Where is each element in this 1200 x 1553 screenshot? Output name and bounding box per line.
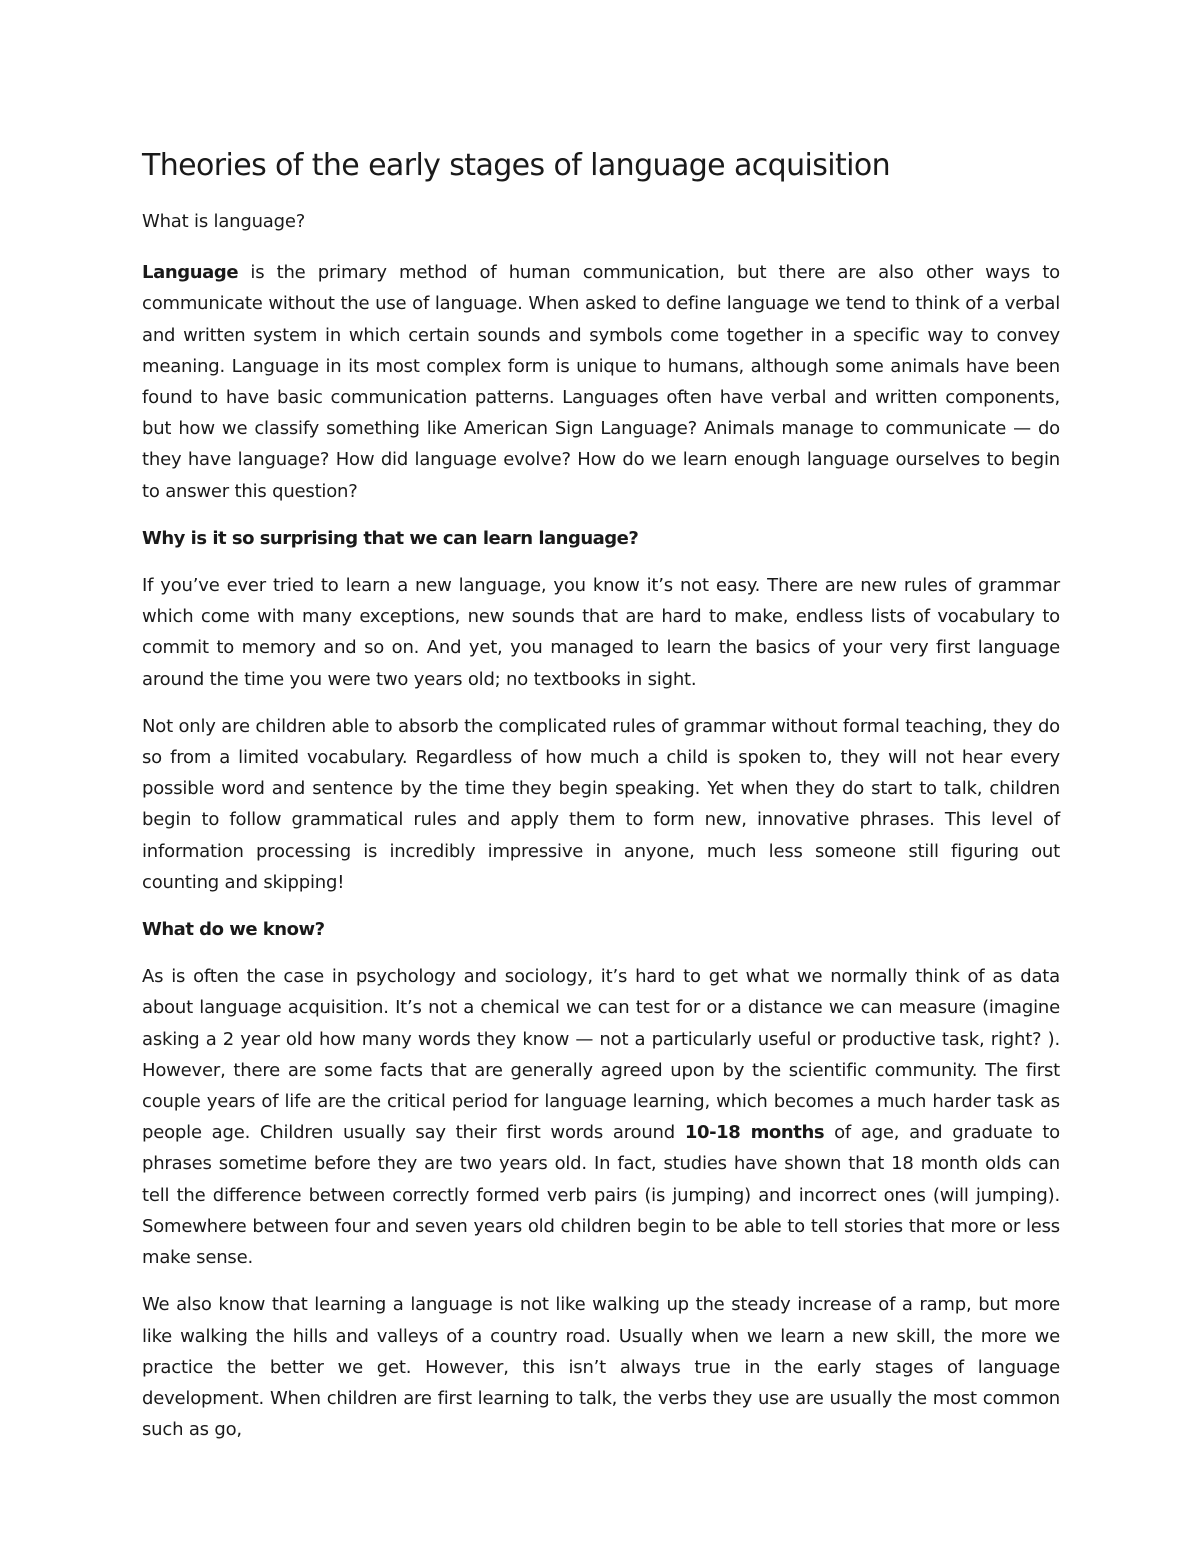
intro-text: is the primary method of human communication, but there are also other ways to communicate without the use of language. When asked to define language we tend to think of a verbal and written system in which certain sounds and symbols come together in a specific way to convey meaning. Language in its most complex form is unique to humans, although some animals have been found to have basic communication patterns. Languages often have verbal and written components, but how we classify something like American Sign Language? Animals manage to communicate — do they have language? How did language evolve? How do we learn enough language ourselves to begin to answer this question? [142,262,1060,502]
intro-paragraph [142,257,1060,507]
section-heading-surprising: Why is it so surprising that we can learn language? [142,527,639,549]
section1-paragraph-1: If you’ve ever tried to learn a new language, you know it’s not easy. There are new rules of grammar which come with many exceptions, new sounds that are hard to make, endless lists of vocabulary to commit to memory and so on. And yet, you managed to learn the basics of your very first language around the time you were two years old; no textbooks in sight. [142,575,1060,690]
document-page [142,146,1060,1461]
section2-p1-before: As is often the case in psychology and sociology, it’s hard to get what we normally think of as data about language acquisition. It’s not a chemical we can test for or a distance we can measure (imagine asking a 2 year old how many words they know — not a particularly useful or productive task, right? ). However, there are some facts that are generally agreed upon by the scientific community. The first couple years of life are the critical period for language learning, which becomes a much harder task as people age. Children usually say their first words around [142,966,1060,1144]
question-text: What is language? [142,211,306,232]
section2-p1-after: of age, and graduate to phrases sometime before they are two years old. In fact, studies have shown that 18 month olds can tell the difference between correctly formed verb pairs (is jumping) and incorrect ones (will jumping). Somewhere between four and seven years old children begin to be able to tell stories that more or less make sense. [142,1122,1060,1269]
document-title: Theories of the early stages of language acquisition [142,148,891,183]
section2-paragraph-1 [142,961,1060,1273]
section-heading-what-do-we-know: What do we know? [142,919,325,941]
bold-months: 10-18 months [684,1122,825,1144]
section2-paragraph-2: We also know that learning a language is not like walking up the steady increase of a ramp, but more like walking the hills and valleys of a country road. Usually when we learn a new skill, the more we practice the better we get. However, this isn’t always true in the early stages of language development. When children are first learning to talk, the verbs they use are usually the most common such as go, [142,1294,1060,1441]
section1-paragraph-2: Not only are children able to absorb the complicated rules of grammar without formal teaching, they do so from a limited vocabulary. Regardless of how much a child is spoken to, they will not hear every possible word and sentence by the time they begin speaking. Yet when they do start to talk, children begin to follow grammatical rules and apply them to form new, innovative phrases. This level of information processing is incredibly impressive in anyone, much less someone still figuring out counting and skipping! [142,715,1060,893]
bold-term-language: Language [142,262,239,284]
